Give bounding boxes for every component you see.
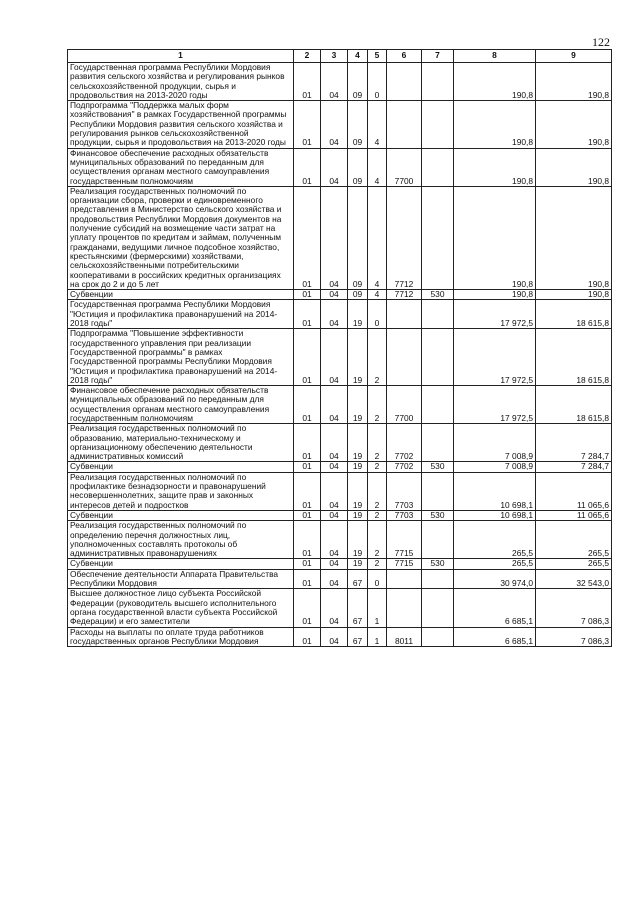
cell-c4: 19 [348, 559, 368, 569]
cell-c4: 19 [348, 510, 368, 520]
cell-c7 [422, 386, 454, 424]
cell-c2: 01 [294, 462, 321, 472]
cell-c6 [387, 329, 422, 386]
cell-c2: 01 [294, 627, 321, 647]
cell-c5: 1 [368, 627, 387, 647]
cell-c9: 7 086,3 [536, 589, 612, 627]
col-header: 2 [294, 50, 321, 63]
cell-c5: 4 [368, 290, 387, 300]
table-row [68, 386, 612, 424]
cell-c2: 01 [294, 290, 321, 300]
table-row [68, 559, 612, 569]
cell-c9: 18 615,8 [536, 386, 612, 424]
col-header: 9 [536, 50, 612, 63]
cell-c9: 265,5 [536, 521, 612, 559]
cell-c9: 11 065,6 [536, 472, 612, 510]
cell-c8: 10 698,1 [454, 510, 536, 520]
table-row [68, 329, 612, 386]
cell-c3: 04 [321, 63, 348, 101]
cell-c4: 19 [348, 300, 368, 329]
cell-c7 [422, 329, 454, 386]
cell-c2: 01 [294, 472, 321, 510]
cell-c7 [422, 569, 454, 589]
cell-c7 [422, 424, 454, 462]
cell-c8: 17 972,5 [454, 386, 536, 424]
cell-c9: 190,8 [536, 186, 612, 289]
cell-c5: 0 [368, 300, 387, 329]
cell-c3: 04 [321, 101, 348, 148]
cell-c4: 19 [348, 386, 368, 424]
col-header: 4 [348, 50, 368, 63]
table-row [68, 627, 612, 647]
row-description: Государственная программа Республики Мордовия "Юстиция и профилактика правонарушений на 2014-2018 годы" [68, 300, 294, 329]
page-number: 122 [592, 35, 610, 49]
cell-c6 [387, 300, 422, 329]
cell-c7 [422, 101, 454, 148]
cell-c5: 0 [368, 63, 387, 101]
table-row [68, 101, 612, 148]
header-row [68, 50, 612, 63]
cell-c4: 09 [348, 148, 368, 186]
cell-c3: 04 [321, 462, 348, 472]
cell-c7 [422, 186, 454, 289]
cell-c4: 09 [348, 290, 368, 300]
budget-table [67, 49, 612, 647]
row-description: Государственная программа Республики Мордовия развития сельского хозяйства и регулирования рынков сельскохозяйственной продукции, сырья и продовольствия на 2013-2020 годы [68, 63, 294, 101]
cell-c4: 67 [348, 627, 368, 647]
cell-c2: 01 [294, 386, 321, 424]
cell-c3: 04 [321, 329, 348, 386]
cell-c5: 2 [368, 329, 387, 386]
cell-c2: 01 [294, 559, 321, 569]
row-description: Обеспечение деятельности Аппарата Правительства Республики Мордовия [68, 569, 294, 589]
cell-c2: 01 [294, 521, 321, 559]
cell-c4: 09 [348, 63, 368, 101]
row-description: Субвенции [68, 559, 294, 569]
cell-c5: 4 [368, 148, 387, 186]
cell-c5: 2 [368, 472, 387, 510]
row-description: Субвенции [68, 462, 294, 472]
table-row [68, 462, 612, 472]
cell-c5: 2 [368, 424, 387, 462]
cell-c6 [387, 569, 422, 589]
cell-c6: 7703 [387, 510, 422, 520]
cell-c6: 7715 [387, 521, 422, 559]
cell-c9: 190,8 [536, 63, 612, 101]
cell-c4: 09 [348, 186, 368, 289]
table-row [68, 63, 612, 101]
cell-c5: 2 [368, 462, 387, 472]
cell-c8: 7 008,9 [454, 462, 536, 472]
row-description: Субвенции [68, 510, 294, 520]
cell-c5: 0 [368, 569, 387, 589]
cell-c9: 190,8 [536, 101, 612, 148]
table-row [68, 148, 612, 186]
row-description: Реализация государственных полномочий по определению перечня должностных лиц, уполномоченных составлять протоколы об административных правонарушениях [68, 521, 294, 559]
row-description: Финансовое обеспечение расходных обязательств муниципальных образований по переданным для осуществления органам местного самоуправления государственным полномочиям [68, 386, 294, 424]
table-row [68, 424, 612, 462]
cell-c3: 04 [321, 589, 348, 627]
cell-c7: 530 [422, 559, 454, 569]
cell-c8: 17 972,5 [454, 300, 536, 329]
cell-c7: 530 [422, 510, 454, 520]
cell-c2: 01 [294, 63, 321, 101]
cell-c6: 7715 [387, 559, 422, 569]
cell-c3: 04 [321, 290, 348, 300]
cell-c6 [387, 63, 422, 101]
cell-c6: 7703 [387, 472, 422, 510]
cell-c8: 10 698,1 [454, 472, 536, 510]
col-header: 8 [454, 50, 536, 63]
cell-c5: 4 [368, 186, 387, 289]
cell-c8: 190,8 [454, 63, 536, 101]
cell-c4: 67 [348, 569, 368, 589]
row-description: Финансовое обеспечение расходных обязательств муниципальных образований по переданным для осуществления органам местного самоуправления государственным полномочиям [68, 148, 294, 186]
cell-c2: 01 [294, 329, 321, 386]
cell-c4: 19 [348, 462, 368, 472]
cell-c7 [422, 472, 454, 510]
cell-c8: 190,8 [454, 290, 536, 300]
cell-c8: 265,5 [454, 521, 536, 559]
table-row [68, 589, 612, 627]
cell-c9: 265,5 [536, 559, 612, 569]
cell-c6 [387, 101, 422, 148]
cell-c7 [422, 148, 454, 186]
cell-c8: 30 974,0 [454, 569, 536, 589]
cell-c3: 04 [321, 627, 348, 647]
row-description: Высшее должностное лицо субъекта Российской Федерации (руководитель высшего исполнительного органа государственной власти субъекта Российской Федерации) и его заместители [68, 589, 294, 627]
cell-c4: 19 [348, 329, 368, 386]
cell-c3: 04 [321, 148, 348, 186]
cell-c6: 7702 [387, 424, 422, 462]
cell-c3: 04 [321, 569, 348, 589]
cell-c8: 6 685,1 [454, 627, 536, 647]
cell-c8: 6 685,1 [454, 589, 536, 627]
cell-c5: 2 [368, 386, 387, 424]
table-row [68, 472, 612, 510]
col-header: 5 [368, 50, 387, 63]
table-row [68, 521, 612, 559]
cell-c9: 7 284,7 [536, 424, 612, 462]
table-row [68, 300, 612, 329]
cell-c8: 190,8 [454, 101, 536, 148]
cell-c3: 04 [321, 300, 348, 329]
cell-c8: 265,5 [454, 559, 536, 569]
cell-c4: 19 [348, 521, 368, 559]
cell-c8: 7 008,9 [454, 424, 536, 462]
cell-c9: 11 065,6 [536, 510, 612, 520]
row-description: Реализация государственных полномочий по образованию, материально-техническому и организационному обеспечению деятельности административных комиссий [68, 424, 294, 462]
cell-c2: 01 [294, 101, 321, 148]
cell-c2: 01 [294, 569, 321, 589]
table-row [68, 186, 612, 289]
cell-c9: 7 284,7 [536, 462, 612, 472]
cell-c5: 2 [368, 559, 387, 569]
cell-c7: 530 [422, 290, 454, 300]
row-description: Реализация государственных полномочий по профилактике безнадзорности и правонарушений несовершеннолетних, защите прав и законных интересов детей и подростков [68, 472, 294, 510]
row-description: Субвенции [68, 290, 294, 300]
cell-c5: 2 [368, 521, 387, 559]
cell-c2: 01 [294, 510, 321, 520]
cell-c6: 7700 [387, 148, 422, 186]
cell-c6: 7712 [387, 290, 422, 300]
cell-c2: 01 [294, 424, 321, 462]
table-row [68, 290, 612, 300]
cell-c6: 7700 [387, 386, 422, 424]
cell-c4: 09 [348, 101, 368, 148]
cell-c9: 32 543,0 [536, 569, 612, 589]
col-header: 3 [321, 50, 348, 63]
table-row [68, 510, 612, 520]
cell-c6: 7712 [387, 186, 422, 289]
col-header: 7 [422, 50, 454, 63]
cell-c2: 01 [294, 300, 321, 329]
cell-c6 [387, 589, 422, 627]
cell-c7 [422, 63, 454, 101]
cell-c3: 04 [321, 472, 348, 510]
cell-c7 [422, 521, 454, 559]
cell-c9: 190,8 [536, 290, 612, 300]
cell-c7: 530 [422, 462, 454, 472]
cell-c5: 2 [368, 510, 387, 520]
cell-c2: 01 [294, 186, 321, 289]
cell-c3: 04 [321, 521, 348, 559]
cell-c7 [422, 300, 454, 329]
cell-c4: 19 [348, 424, 368, 462]
col-header: 6 [387, 50, 422, 63]
cell-c9: 18 615,8 [536, 329, 612, 386]
table-row [68, 569, 612, 589]
cell-c4: 67 [348, 589, 368, 627]
row-description: Подпрограмма "Повышение эффективности государственного управления при реализации Государственной программы" в рамках Государственной программы Республики Мордовия "Юстиция и профилактика правонарушений на 2014-2018 годы" [68, 329, 294, 386]
cell-c3: 04 [321, 386, 348, 424]
cell-c7 [422, 627, 454, 647]
cell-c9: 18 615,8 [536, 300, 612, 329]
cell-c2: 01 [294, 148, 321, 186]
cell-c8: 190,8 [454, 148, 536, 186]
cell-c3: 04 [321, 559, 348, 569]
cell-c3: 04 [321, 186, 348, 289]
row-description: Реализация государственных полномочий по организации сбора, проверки и единовременного представления в Министерство сельского хозяйства и продовольствия Республики Мордовия документов на получение субсидий на возмещение части затрат на уплату процентов по кредитам и займам, полученным гражданами, ведущими личное подсобное хозяйство, крестьянскими (фермерскими) хозяйствами, сельскохозяйственными потребительскими кооперативами в российских кредитных организациях на срок до 2 и до 5 лет [68, 186, 294, 289]
cell-c5: 1 [368, 589, 387, 627]
col-header: 1 [68, 50, 294, 63]
cell-c5: 4 [368, 101, 387, 148]
cell-c8: 190,8 [454, 186, 536, 289]
cell-c2: 01 [294, 589, 321, 627]
cell-c9: 190,8 [536, 148, 612, 186]
cell-c3: 04 [321, 424, 348, 462]
row-description: Подпрограмма "Поддержка малых форм хозяйствования" в рамках Государственной программы Республики Мордовия развития сельского хозяйства и регулирования рынков сельскохозяйственной продукции, сырья и продовольствия на 2013-2020 годы [68, 101, 294, 148]
cell-c6: 7702 [387, 462, 422, 472]
cell-c7 [422, 589, 454, 627]
cell-c8: 17 972,5 [454, 329, 536, 386]
cell-c6: 8011 [387, 627, 422, 647]
cell-c4: 19 [348, 472, 368, 510]
row-description: Расходы на выплаты по оплате труда работников государственных органов Республики Мордовия [68, 627, 294, 647]
cell-c3: 04 [321, 510, 348, 520]
cell-c9: 7 086,3 [536, 627, 612, 647]
